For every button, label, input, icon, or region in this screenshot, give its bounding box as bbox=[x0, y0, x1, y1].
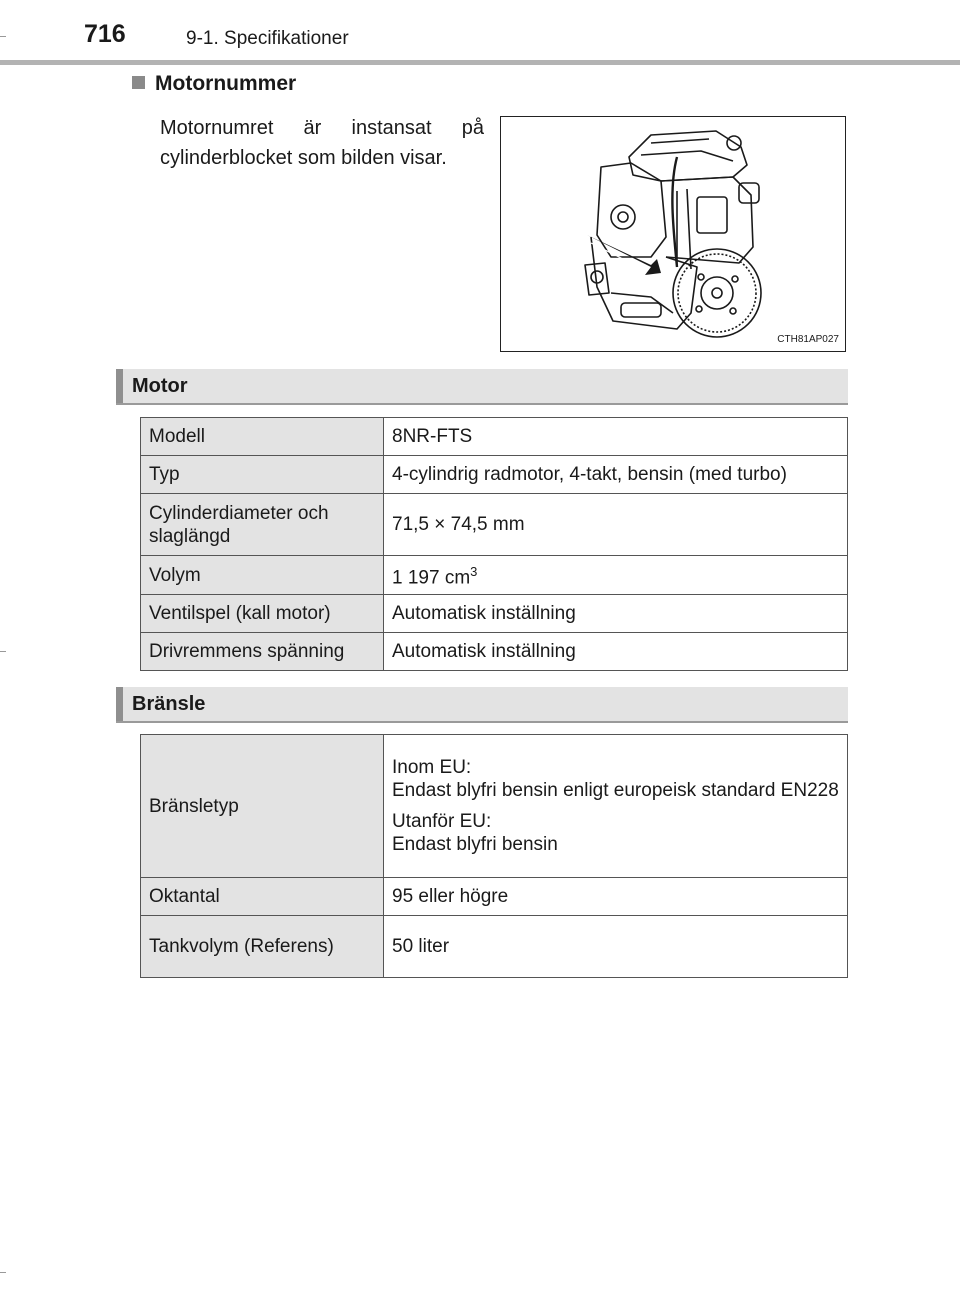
spec-value: 71,5 × 74,5 mm bbox=[384, 494, 848, 556]
fuel-type-eu-heading: Inom EU: bbox=[392, 757, 472, 778]
table-row bbox=[141, 916, 848, 978]
volume-value: 1 197 cm bbox=[392, 567, 471, 589]
spec-value: 8NR-FTS bbox=[384, 418, 848, 456]
fuel-type-non-eu-heading: Utanför EU: bbox=[392, 811, 492, 832]
section-title: 9-1. Specifikationer bbox=[186, 28, 349, 49]
spec-label: Cylinderdiameter och slaglängd bbox=[141, 494, 384, 556]
spec-label: Typ bbox=[141, 456, 384, 494]
fuel-type-eu-text: Endast blyfri bensin enligt europeisk standard EN228 bbox=[392, 780, 839, 801]
table-row bbox=[141, 556, 848, 595]
spec-value bbox=[384, 556, 848, 595]
table-row bbox=[141, 595, 848, 633]
page-number: 716 bbox=[84, 20, 126, 48]
engine-illustration bbox=[501, 117, 845, 351]
table-row bbox=[141, 735, 848, 878]
spec-value: 4-cylindrig radmotor, 4-takt, bensin (med turbo) bbox=[384, 456, 848, 494]
engine-number-text: Motornumret är instansat på cylinderblocket som bilden visar. bbox=[160, 117, 484, 169]
fuel-spec-table bbox=[140, 734, 848, 978]
crop-mark bbox=[0, 1272, 6, 1273]
spec-label: Modell bbox=[141, 418, 384, 456]
motor-spec-table bbox=[140, 417, 848, 671]
volume-unit-superscript: 3 bbox=[470, 564, 478, 580]
motor-heading: Motor bbox=[132, 375, 188, 397]
crop-mark bbox=[0, 651, 6, 652]
fuel-type-non-eu-text: Endast blyfri bensin bbox=[392, 834, 558, 855]
bullet-square-icon bbox=[132, 76, 145, 89]
engine-number-heading-text: Motornummer bbox=[155, 72, 297, 95]
fuel-heading: Bränsle bbox=[132, 693, 206, 715]
table-row bbox=[141, 418, 848, 456]
spec-label: Ventilspel (kall motor) bbox=[141, 595, 384, 633]
table-row bbox=[141, 494, 848, 556]
motor-heading-band bbox=[116, 369, 848, 405]
fuel-type-eu bbox=[392, 756, 839, 802]
spec-label: Oktantal bbox=[141, 878, 384, 916]
table-row bbox=[141, 633, 848, 671]
spec-value: Automatisk inställning bbox=[384, 633, 848, 671]
spec-label: Bränsletyp bbox=[141, 735, 384, 878]
figure-code: CTH81AP027 bbox=[777, 334, 839, 345]
spec-label: Volym bbox=[141, 556, 384, 595]
page-header bbox=[0, 0, 960, 62]
fuel-type-non-eu bbox=[392, 810, 839, 856]
fuel-heading-band bbox=[116, 687, 848, 723]
spec-label: Tankvolym (Referens) bbox=[141, 916, 384, 978]
spec-value: 95 eller högre bbox=[384, 878, 848, 916]
engine-number-heading bbox=[132, 72, 296, 96]
table-row bbox=[141, 878, 848, 916]
spec-value: 50 liter bbox=[384, 916, 848, 978]
spec-label: Drivremmens spänning bbox=[141, 633, 384, 671]
spec-value: Automatisk inställning bbox=[384, 595, 848, 633]
engine-figure bbox=[500, 116, 846, 352]
table-row bbox=[141, 456, 848, 494]
header-rule bbox=[0, 60, 960, 65]
spec-value bbox=[384, 735, 848, 878]
